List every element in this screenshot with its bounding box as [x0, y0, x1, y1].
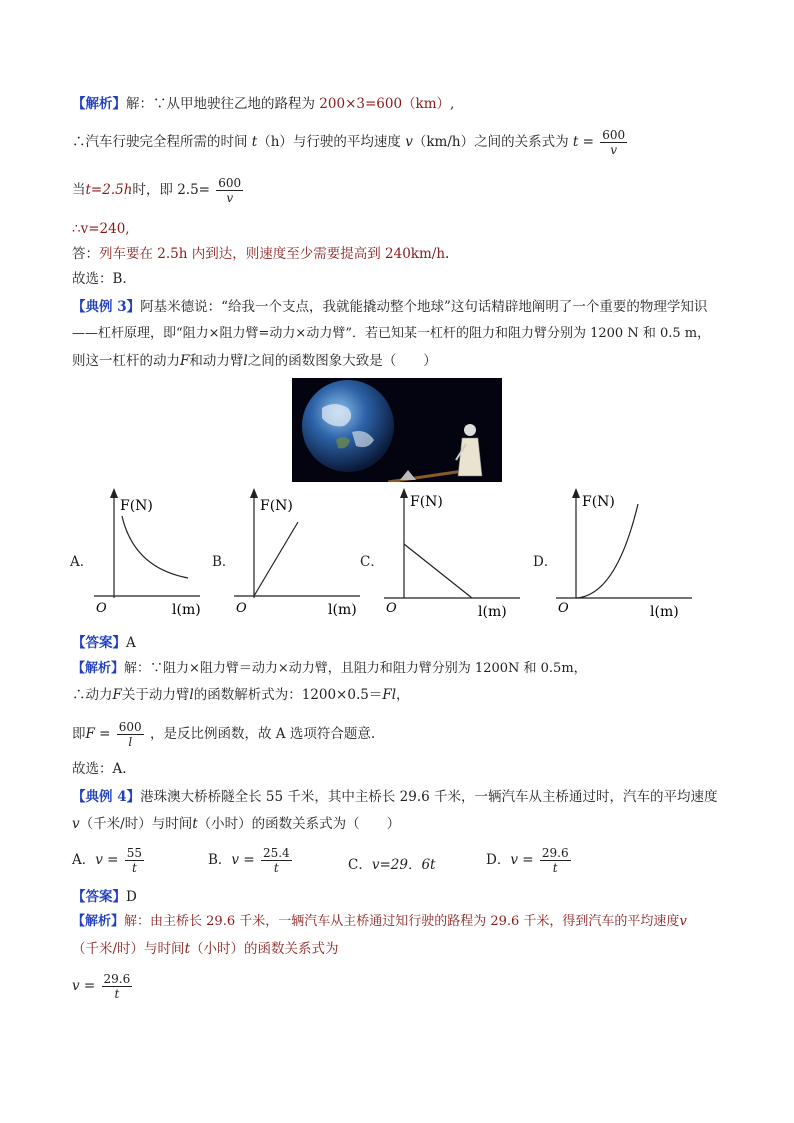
origin-label: O: [558, 601, 569, 616]
archimedes-lever-illustration: [292, 378, 502, 482]
option-b[interactable]: B．v = $\frac{25.4}{t}$: [208, 846, 290, 875]
analysis4-line-1: 【解析】解：由主桥长 29.6 千米，一辆汽车从主桥通过知行驶的路程为 29.6 千米，得到汽车的平均速度v: [72, 914, 687, 929]
solution-line-1: 【解析】解：∵从甲地驶往乙地的路程为 200×3=600（km）,: [72, 96, 455, 112]
choose-line-b: 故选：B.: [72, 271, 127, 287]
tag-example3: 【典例 3】: [72, 299, 141, 315]
analysis4-line-3: v = $\frac{29.6}{t}$: [72, 972, 131, 1001]
solution-line-4: ∴v=240,: [72, 221, 130, 237]
analysis2-line-3: 即F = $\frac{600}{l}$ ，是反比例函数，故 A 选项符合题意.: [72, 720, 376, 749]
graph-option-c-label[interactable]: C．: [360, 554, 384, 570]
hyperbola-curve: [122, 516, 188, 578]
tag-analysis: 【解析】: [72, 96, 126, 112]
fraction: $\frac{600}{v}$: [602, 128, 626, 157]
x-axis-label: l(m): [172, 602, 201, 618]
tag-example4: 【典例 4】: [72, 789, 141, 805]
option-a[interactable]: A．v = $\frac{55}{t}$: [72, 846, 143, 875]
graph-option-a-label[interactable]: A．: [70, 554, 94, 570]
y-axis-label: F(N): [120, 498, 153, 514]
graph-b: [232, 488, 362, 618]
x-axis-label: l(m): [478, 604, 507, 618]
origin-label: O: [96, 601, 107, 616]
increasing-line: [254, 522, 298, 596]
example3-line-3: 则这一杠杆的动力F和动力臂l之间的函数图象大致是（ ）: [72, 353, 437, 369]
choose-line-a: 故选：A.: [72, 761, 127, 777]
example4-line-1: 【典例 4】港珠澳大桥桥隧全长 55 千米，其中主桥长 29.6 千米，一辆汽车从主桥通过时，汽车的平均速度: [72, 789, 718, 805]
x-axis-label: l(m): [328, 602, 357, 618]
origin-label: O: [236, 601, 247, 616]
parabola-curve: [576, 504, 638, 598]
graph-option-b-label[interactable]: B．: [212, 554, 236, 570]
fraction: $\frac{29.6}{t}$: [103, 972, 131, 1001]
y-axis-label: F(N): [260, 498, 293, 514]
analysis2-line-2: ∴动力F关于动力臂l的函数解析式为：1200×0.5＝Fl，: [72, 687, 410, 703]
analysis4-line-2: （千米/时）与时间t（小时）的函数关系式为: [72, 941, 339, 957]
option-d[interactable]: D．v = $\frac{29.6}{t}$: [486, 846, 569, 875]
answer-tag-line: 【答案】A: [72, 635, 136, 651]
example3-line-1: 【典例 3】阿基米德说：“给我一个支点，我就能撬动整个地球”这句话精辟地阐明了一个重要的物理学知识: [72, 299, 708, 315]
graph-c: [382, 488, 522, 618]
x-axis-label: l(m): [650, 604, 679, 618]
graph-option-d-label[interactable]: D．: [533, 554, 558, 570]
solution-line-3: 当t=2.5h时，即 2.5= $\frac{600}{v}$: [72, 176, 242, 205]
answer-d-line: 【答案】D: [72, 889, 137, 905]
graph-a: [92, 488, 202, 618]
archimedes-figure-icon: [464, 424, 476, 436]
graph-d: [554, 488, 694, 618]
solution-line-2: ∴汽车行驶完全程所需的时间 t（h）与行驶的平均速度 v（km/h）之间的关系式为 t = $\frac{600}{v}$: [72, 128, 626, 157]
fraction: $\frac{600}{l}$: [118, 720, 142, 749]
example3-line-2: ——杠杆原理，即“阻力×阻力臂=动力×动力臂”．若已知某一杠杆的阻力和阻力臂分别为 1200 N 和 0.5 m，: [72, 326, 711, 341]
origin-label: O: [386, 601, 397, 616]
earth-icon: [302, 380, 394, 472]
y-axis-label: F(N): [582, 494, 615, 510]
analysis2-line-1: 【解析】解：∵阻力×阻力臂＝动力×动力臂，且阻力和阻力臂分别为 1200N 和 0.5m，: [72, 661, 587, 676]
answer-line: 答：列车要在 2.5h 内到达，则速度至少需要提高到 240km/h.: [72, 246, 450, 262]
example4-line-2: v（千米/时）与时间t（小时）的函数关系式为（ ）: [72, 816, 401, 832]
y-axis-label: F(N): [410, 494, 443, 510]
decreasing-line: [404, 544, 472, 598]
option-c[interactable]: C．v=29．6t: [348, 857, 436, 873]
fraction: $\frac{600}{v}$: [218, 176, 242, 205]
